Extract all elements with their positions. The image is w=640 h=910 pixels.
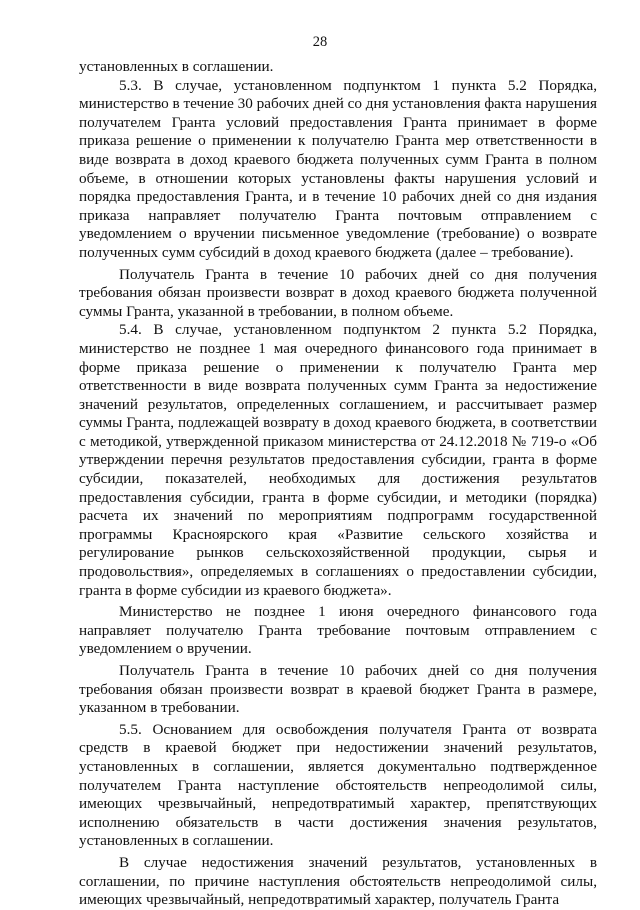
- paragraph-force-majeure: В случае недостижения значений результатов, установленных в соглашении, по причине наступления обстоятельств непреодолимой силы, имеющих чрезвычайный, непредотвратимый характер, получатель Гранта: [79, 853, 597, 909]
- paragraph-5-4: 5.4. В случае, установленном подпунктом 2 пункта 5.2 Порядка, министерство не позднее 1 мая очередного финансового года принимает в форме приказа решение о применении к получателю Гранта мер ответственности в виде возврата полученных сумм Гранта за недостижение значений результатов, определенных соглашением, и рассчитывает размер суммы Гранта, подлежащей возврату в доход краевого бюджета, в соответствии с методикой, утвержденной приказом министерства от 24.12.2018 № 719-о «Об утверждении перечня результатов предоставления субсидии, гранта в форме субсидии, показателей, необходимых для достижения результатов предоставления субсидии, гранта в форме субсидии, и методики (порядка) расчета их значений по мероприятиям подпрограмм государственной программы Красноярского края «Развитие сельского хозяйства и регулирование рынков сельскохозяйственной продукции, сырья и продовольствия», определяемых в соглашениях о предоставлении субсидии, гранта в форме субсидии из краевого бюджета».: [79, 321, 597, 599]
- paragraph-return-obligation: Получатель Гранта в течение 10 рабочих дней со дня получения требования обязан произвести возврат в доход краевого бюджета полученной суммы Гранта, указанной в требовании, в полном объеме.: [79, 265, 597, 320]
- paragraph-grant-return: Получатель Гранта в течение 10 рабочих дней со дня получения требования обязан произвести возврат в краевой бюджет Гранта в размере, указанном в требовании.: [79, 662, 597, 717]
- paragraph-ministry-notice: Министерство не позднее 1 июня очередного финансового года направляет получателю Гранта требование почтовым отправлением с уведомлением о вручении.: [79, 603, 597, 658]
- page-number: 28: [312, 34, 328, 50]
- document-body: [79, 58, 597, 910]
- paragraph-continuation: установленных в соглашении.: [79, 58, 274, 75]
- paragraph-5-5: 5.5. Основанием для освобождения получателя Гранта от возврата средств в краевой бюджет при недостижении значений результатов, установленных в соглашении, является документально подтвержденное получателем Гранта наступление обстоятельств непреодолимой силы, имеющих чрезвычайный, непредотвратимый характер, препятствующих исполнению обязательств в части достижения значения результатов, установленных в соглашении.: [79, 720, 597, 850]
- paragraph-5-3: 5.3. В случае, установленном подпунктом 1 пункта 5.2 Порядка, министерство в течение 30 рабочих дней со дня установления факта нарушения получателем Гранта условий предоставления Гранта принимает в форме приказа решение о применении к получателю Гранта мер ответственности в виде возврата в доход краевого бюджета полученных сумм Гранта в полном объеме, в отношении которых установлены факты нарушения условий и порядка предоставления Гранта, и в течение 10 рабочих дней со дня издания приказа направляет получателю Гранта почтовым отправлением с уведомлением о вручении письменное уведомление (требование) о возврате полученных сумм субсидий в доход краевого бюджета (далее – требование).: [79, 76, 597, 261]
